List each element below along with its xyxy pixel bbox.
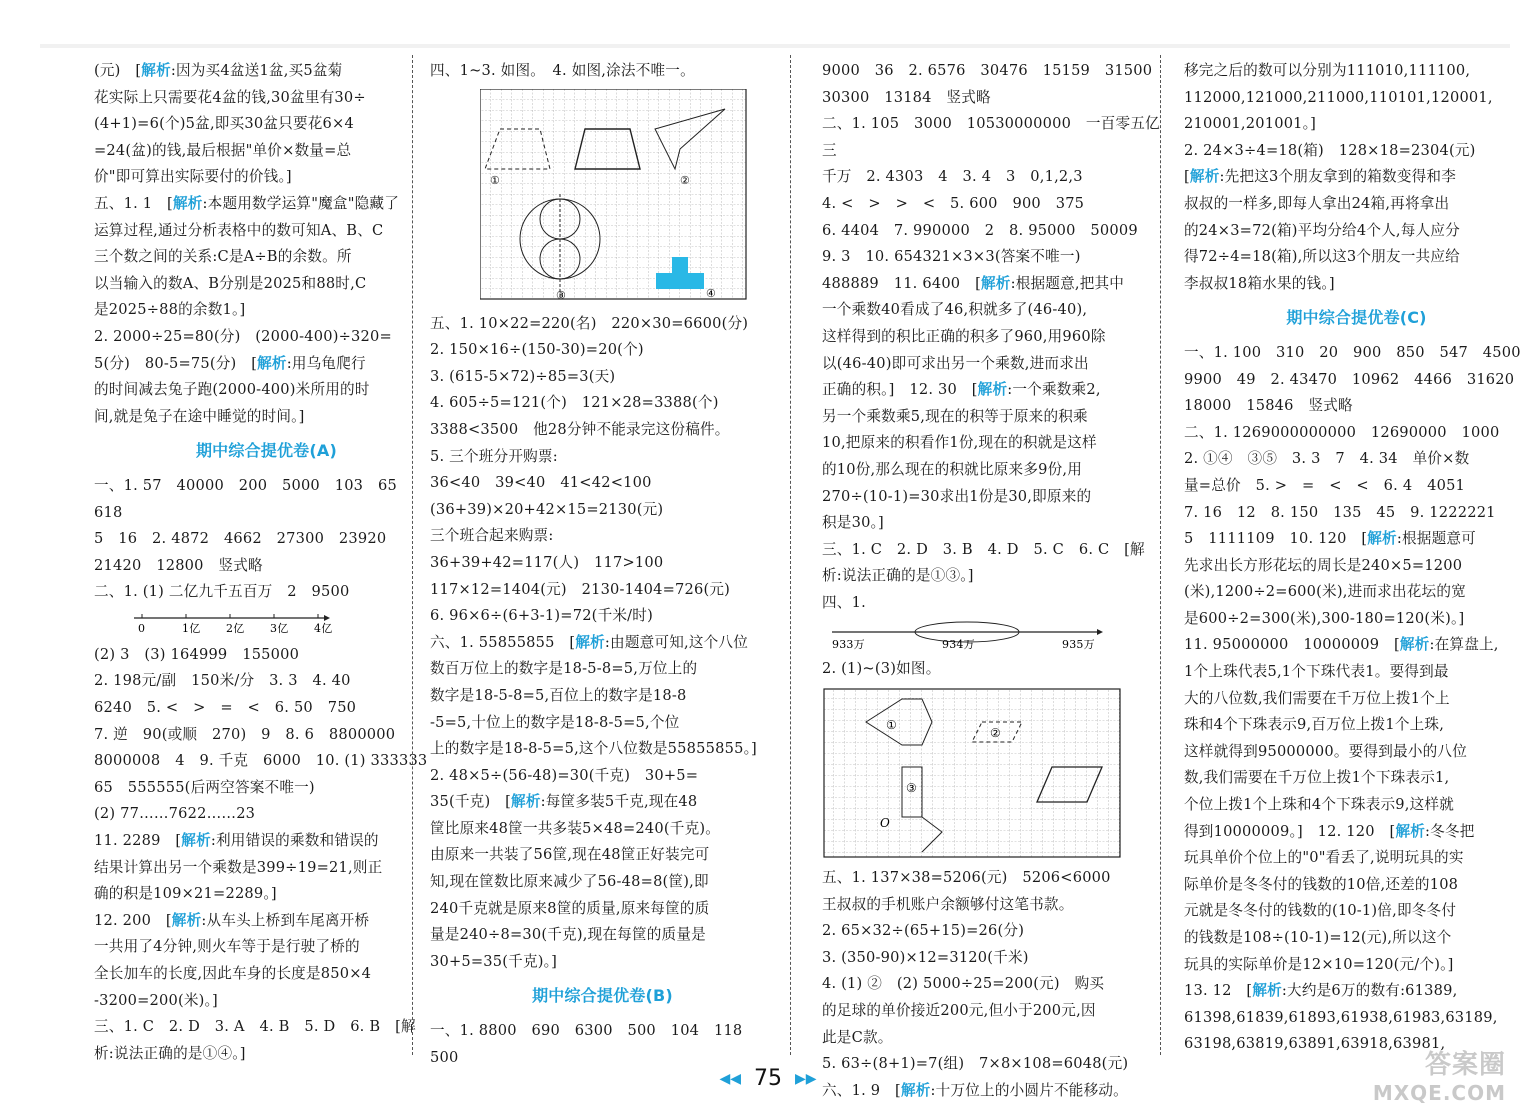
answer-line: 王叔叔的手机账户余额够付这笔书款。 <box>822 895 1074 913</box>
answer-line: 千万 2. 4303 4 3. 4 3 0,1,2,3 <box>822 168 1083 186</box>
tick-label: 1亿 <box>182 621 201 635</box>
column-4 <box>1184 58 1529 1058</box>
answer-line: 270÷(10-1)=30求出1份是30,即原来的 <box>822 487 1092 505</box>
answer-line: 这样就得到95000000。要得到最小的八位 <box>1184 742 1467 760</box>
answer-line: 3. (350-90)×12=3120(千米) <box>822 948 1029 966</box>
answer-line: 得到10000009。] 12. 120 [解析:冬冬把 <box>1184 822 1475 840</box>
answer-line: 2. 150×16÷(150-30)=20(个) <box>430 341 644 359</box>
column-2 <box>430 58 775 1071</box>
answer-line: 5 16 2. 4872 4662 27300 23920 <box>94 530 387 548</box>
answer-line: 析:说法正确的是①④。] <box>94 1044 246 1062</box>
answer-line: 18000 15846 竖式略 <box>1184 397 1353 415</box>
next-page-icon: ▶▶ <box>795 1071 817 1087</box>
answer-line: (2) 77……7622……23 <box>94 805 256 823</box>
tick-label: 935万 <box>1062 638 1095 651</box>
tick-label: 933万 <box>832 638 865 651</box>
answer-line: 2. 24×3÷4=18(箱) 128×18=2304(元) <box>1184 141 1476 159</box>
answer-line: 2. 198元/副 150米/分 3. 3 4. 40 <box>94 672 351 690</box>
answer-line: 积是30。] <box>822 514 884 532</box>
answer-line: 以(46-40)即可求出另一个乘数,进而求出 <box>822 354 1089 372</box>
answer-line: 9900 49 2. 43470 10962 4466 31620 <box>1184 370 1515 388</box>
answer-line: 30300 13184 竖式略 <box>822 88 991 106</box>
answer-line: 四、1. <box>822 593 866 611</box>
answer-line: 李叔叔18箱水果的钱。] <box>1184 274 1335 292</box>
answer-line: 6240 5. < > = < 6. 50 750 <box>94 699 357 717</box>
answer-line: 9. 3 10. 654321×3×3(答案不唯一) <box>822 248 1081 266</box>
answer-line: =24(盆)的钱,最后根据"单价×数量=总 <box>94 141 352 159</box>
answer-line: 一、1. 8800 690 6300 500 104 118 500 <box>430 1022 758 1066</box>
grid-figure-2 <box>822 687 1167 859</box>
answer-line: 5. 63÷(8+1)=7(组) 7×8×108=6048(元) <box>822 1055 1129 1073</box>
column-3 <box>822 58 1167 1104</box>
answer-line: 花实际上只需要花4盆的钱,30盆里有30÷ <box>94 88 366 106</box>
answer-line: 得72÷4=18(箱),所以这3个朋友一共应给 <box>1184 248 1460 266</box>
answer-line: 筐比原来48筐一共多装5×48=240(千克)。 <box>430 819 721 837</box>
answer-line: 六、1. 9 [解析:十万位上的小圆片不能移动。 <box>822 1081 1128 1099</box>
answer-line: 7. 逆 90(或顺 270) 9 8. 6 8800000 <box>94 725 396 743</box>
svg-text:O: O <box>880 816 891 831</box>
answer-line: 三、1. C 2. D 3. A 4. B 5. D 6. B [解 <box>94 1018 416 1036</box>
column-separator <box>1160 55 1161 1055</box>
answer-line: 7. 16 12 8. 150 135 45 9. 1222221 <box>1184 503 1496 521</box>
answer-line: 量=总价 5. > = < < 6. 4 4051 <box>1184 476 1466 494</box>
answer-line: 11. 95000000 10000009 [解析:在算盘上, <box>1184 636 1499 654</box>
answer-line: (36+39)×20+42×15=2130(元) <box>430 500 664 518</box>
answer-line: 的24×3=72(箱)平均分给4个人,每人应分 <box>1184 221 1460 239</box>
section-title-a: 期中综合提优卷(A) <box>195 441 337 461</box>
answer-line: -3200=200(米)。] <box>94 991 218 1009</box>
svg-text:③: ③ <box>906 781 917 796</box>
answer-line: 大的八位数,我们需要在千万位上拨1个上 <box>1184 689 1450 707</box>
answer-line: 全长加车的长度,因此车身的长度是850×4 <box>94 965 372 982</box>
svg-text:③: ③ <box>556 288 567 302</box>
number-line-a <box>94 610 439 636</box>
answer-line: (元) [解析:因为买4盆送1盆,买5盆菊 <box>94 62 343 79</box>
number-line-b <box>822 620 1167 650</box>
answer-line: 5 1111109 10. 120 [解析:根据题意可 <box>1184 530 1476 548</box>
answer-line: (米),1200÷2=600(米),进而求出花坛的宽 <box>1184 583 1466 601</box>
answer-line: [解析:先把这3个朋友拿到的箱数变得和李 <box>1184 168 1457 186</box>
answer-line: 上的数字是18-8-5=5,这个八位数是55855855。] <box>430 740 757 758</box>
answer-line: 三个班合起来购票: <box>430 527 554 545</box>
answer-line: 10,把原来的积看作1份,现在的积就是这样 <box>822 434 1097 452</box>
answer-line: 另一个乘数乘5,现在的积等于原来的积乘 <box>822 407 1088 425</box>
answer-line: 2. 48×5÷(56-48)=30(千克) 30+5= <box>430 766 699 784</box>
prev-page-icon: ◀◀ <box>719 1071 741 1087</box>
answer-line: 11. 2289 [解析:利用错误的乘数和错误的 <box>94 832 379 850</box>
answer-line: 240千克就是原来8筐的质量,原来每筐的质 <box>430 899 710 917</box>
answer-line: (4+1)=6(个)5盆,即买30盆只要花6×4 <box>94 115 354 133</box>
answer-line: 112000,121000,211000,110101,120001, <box>1184 88 1493 106</box>
column-separator <box>790 55 791 1055</box>
answer-line: 是600÷2=300(米),300-180=120(米)。] <box>1184 609 1465 627</box>
answer-line: 珠和4个下珠表示9,百万位上拨1个上珠, <box>1184 716 1445 734</box>
tick-label: 3亿 <box>270 621 289 635</box>
answer-line: 叔叔的一样多,即每人拿出24箱,再将拿出 <box>1184 194 1450 212</box>
answer-line: 二、1. 1269000000000 12690000 1000 <box>1184 423 1500 441</box>
answer-line: 5(分) 80-5=75(分) [解析:用乌龟爬行 <box>94 354 366 372</box>
answer-line: 玩具的实际单价是12×10=120(元/个)。] <box>1184 955 1454 973</box>
answer-line: 8000008 4 9. 千克 6000 10. (1) 333333 <box>94 752 428 770</box>
answer-line: 以当输入的数A、B分别是2025和88时,C <box>94 274 367 292</box>
answer-line: 61398,61839,61893,61938,61983,63189, <box>1184 1008 1498 1026</box>
svg-text:①: ① <box>886 718 897 733</box>
answer-line: 三、1. C 2. D 3. B 4. D 5. C 6. C [解 <box>822 540 1145 558</box>
answer-line: 的时间减去兔子跑(2000-400)米所用的时 <box>94 381 370 399</box>
answer-line: 移完之后的数可以分别为111010,111100, <box>1184 62 1471 79</box>
answer-line: 际单价是冬冬付的钱数的10倍,还差的108 <box>1184 875 1459 893</box>
answer-line: 先求出长方形花坛的周长是240×5=1200 <box>1184 556 1463 574</box>
answer-line: 12. 200 [解析:从车头上桥到车尾离开桥 <box>94 911 370 929</box>
answer-line: 间,就是兔子在途中睡觉的时间。] <box>94 407 305 425</box>
answer-line: 由原来一共装了56筐,现在48筐正好装完可 <box>430 846 710 864</box>
answer-line: 六、1. 55855855 [解析:由题意可知,这个八位 <box>430 633 749 651</box>
answer-line: 4. < > > < 5. 600 900 375 <box>822 194 1085 212</box>
answer-line: 4. 605÷5=121(个) 121×28=3388(个) <box>430 394 719 412</box>
answer-line: -5=5,十位上的数字是18-8-5=5,个位 <box>430 713 680 731</box>
answer-line: 五、1. 1 [解析:本题用数学运算"魔盒"隐藏了 <box>94 194 399 212</box>
answer-line: 三个数之间的关系:C是A÷B的余数。所 <box>94 248 352 266</box>
answer-line: 是2025÷88的余数1。] <box>94 301 246 319</box>
answer-line: 21420 12800 竖式略 <box>94 556 263 574</box>
answer-line: 价"即可算出实际要付的价钱。] <box>94 168 292 186</box>
answer-line: 30+5=35(千克)。] <box>430 952 558 970</box>
answer-line: 2. 2000÷25=80(分) (2000-400)÷320= <box>94 327 392 345</box>
answer-line: 二、1. (1) 二亿九千五百万 2 9500 <box>94 583 350 601</box>
answer-line: 6. 96×6÷(6+3-1)=72(千米/时) <box>430 607 653 625</box>
answer-line: 210001,201001。] <box>1184 115 1317 133</box>
answer-line: 2. 65×32÷(65+15)=26(分) <box>822 922 1025 940</box>
answer-line: 1个上珠代表5,1个下珠代表1。要得到最 <box>1184 663 1449 681</box>
answer-line: 运算过程,通过分析表格中的数可知A、B、C <box>94 221 384 239</box>
answer-line: 一、1. 100 310 20 900 850 547 4500 <box>1184 343 1521 361</box>
answer-line: 五、1. 10×22=220(名) 220×30=6600(分) <box>430 314 749 332</box>
page-footer <box>0 1066 1536 1091</box>
answer-line: 五、1. 137×38=5206(元) 5206<6000 <box>822 869 1111 887</box>
answer-line: 四、1~3. 如图。 4. 如图,涂法不唯一。 <box>430 62 695 79</box>
answer-line: 知,现在筐数比原来减少了56-48=8(筐),即 <box>430 873 709 891</box>
answer-line: 数字是18-5-8=5,百位上的数字是18-8 <box>430 686 687 704</box>
answer-line: 个位上拨1个上珠和4个下珠表示9,这样就 <box>1184 796 1454 814</box>
answer-line: 的10份,那么现在的积就比原来多9份,用 <box>822 460 1083 478</box>
answer-line: 3. (615-5×72)÷85=3(天) <box>430 367 616 385</box>
answer-line: 65 555555(后两空答案不唯一) <box>94 778 315 796</box>
answer-line: 数,我们需要在千万位上拨1个下珠表示1, <box>1184 769 1450 787</box>
answer-line: 这样得到的积比正确的积多了960,用960除 <box>822 327 1106 345</box>
answer-line: 36<40 39<40 41<42<100 <box>430 474 652 492</box>
tick-label: 2亿 <box>226 621 245 635</box>
answer-line: 3388<3500 他28分钟不能录完这份稿件。 <box>430 420 730 438</box>
tick-label: 934万 <box>942 638 975 651</box>
answer-line: 数百万位上的数字是18-5-8=5,万位上的 <box>430 660 698 678</box>
answer-line: 一共用了4分钟,则火车等于是行驶了桥的 <box>94 938 360 956</box>
watermark: 答案圈 MXQE.COM <box>1372 1050 1506 1105</box>
answer-line: (2) 3 (3) 164999 155000 <box>94 645 300 663</box>
svg-text:①: ① <box>490 173 501 187</box>
answer-line: 13. 12 [解析:大约是6万的数有:61389, <box>1184 982 1458 1000</box>
answer-line: 63198,63819,63891,63918,63981, <box>1184 1035 1446 1053</box>
answer-line: 结果计算出另一个乘数是399÷19=21,则正 <box>94 858 383 876</box>
answer-line: 的钱数是108÷(10-1)=12(元),所以这个 <box>1184 929 1452 946</box>
answer-line: 35(千克) [解析:每筐多装5千克,现在48 <box>430 793 698 811</box>
answer-line: 正确的积。] 12. 30 [解析:一个乘数乘2, <box>822 381 1101 399</box>
answer-line: 5. 三个班分开购票: <box>430 447 558 465</box>
answer-line: 117×12=1404(元) 2130-1404=726(元) <box>430 580 731 598</box>
answer-line: 9000 36 2. 6576 30476 15159 31500 <box>822 62 1153 79</box>
svg-text:②: ② <box>990 726 1001 741</box>
answer-line: 2. ①④ ③⑤ 3. 3 7 4. 34 单价×数 <box>1184 450 1470 468</box>
answer-line: 的足球的单价接近200元,但小于200元,因 <box>822 1002 1096 1020</box>
answer-line: 析:说法正确的是①③。] <box>822 567 974 585</box>
answer-line: 2. (1)~(3)如图。 <box>822 660 941 678</box>
answer-line: 一个乘数40看成了46,积就多了(46-40), <box>822 301 1088 319</box>
answer-line: 36+39+42=117(人) 117>100 <box>430 553 664 571</box>
svg-text:④: ④ <box>706 286 717 300</box>
answer-line: 一、1. 57 40000 200 5000 103 65 618 <box>94 476 412 521</box>
answer-line: 确的积是109×21=2289。] <box>94 885 277 903</box>
column-1 <box>94 58 439 1067</box>
answer-line: 玩具单价个位上的"0"看丢了,说明玩具的实 <box>1184 849 1464 867</box>
grid-figure-1 <box>430 89 775 305</box>
svg-text:②: ② <box>680 173 691 187</box>
answer-line: 量是240÷8=30(千克),现在每筐的质量是 <box>430 926 706 944</box>
tick-label: 4亿 <box>314 621 333 635</box>
answer-line: 此是C款。 <box>822 1028 893 1046</box>
column-separator <box>412 55 413 1055</box>
answer-line: 6. 4404 7. 990000 2 8. 95000 50009 <box>822 221 1138 239</box>
section-title-b: 期中综合提优卷(B) <box>532 986 673 1006</box>
section-title-c: 期中综合提优卷(C) <box>1286 308 1427 328</box>
top-rule <box>40 44 1510 48</box>
answer-line: 4. (1) ② (2) 5000÷25=200(元) 购买 <box>822 975 1105 993</box>
answer-line: 488889 11. 6400 [解析:根据题意,把其中 <box>822 274 1125 292</box>
answer-line: 二、1. 105 3000 10530000000 一百零五亿三 <box>822 115 1160 159</box>
answer-line: 元就是冬冬付的钱数的(10-1)倍,即冬冬付 <box>1184 902 1457 920</box>
tick-label: 0 <box>138 621 146 635</box>
page-number: 75 <box>754 1066 782 1091</box>
